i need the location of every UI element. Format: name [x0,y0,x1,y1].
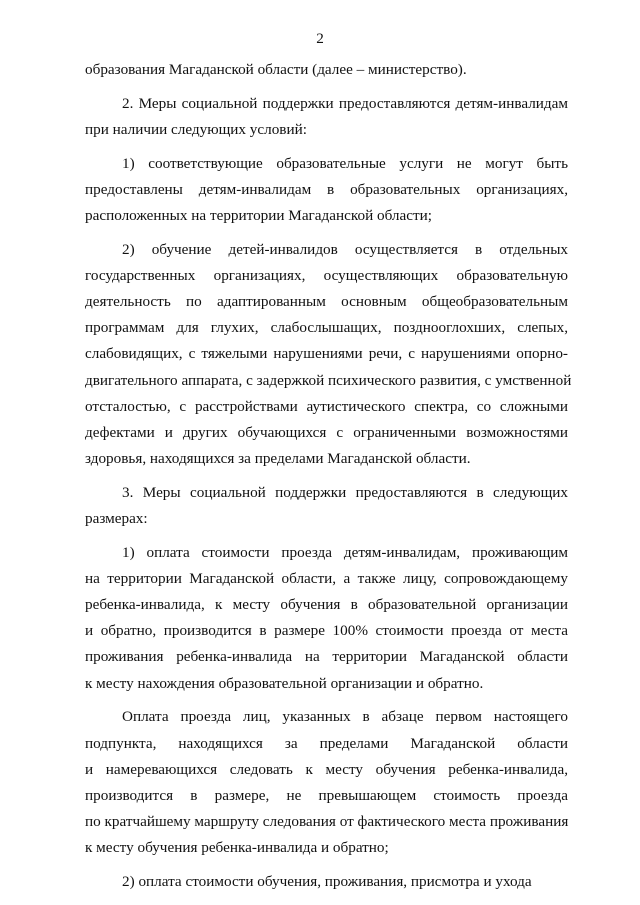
text-line: здоровья, находящихся за пределами Магаданской области. [85,450,471,468]
text-line: образования Магаданской области (далее – министерство). [85,61,467,78]
paragraph-section-2-item-1 [85,151,568,230]
text-line: подпункта, находящихся за пределами Магаданской области [85,734,568,752]
text-line: деятельность по адаптированным основным общеобразовательным [85,293,568,310]
text-line: Оплата проезда лиц, указанных в абзаце первом настоящего [122,708,568,726]
text-line: по кратчайшему маршруту следования от фактического места проживания [85,813,569,831]
text-line: дефектами и других обучающихся с ограниченными возможностями [85,423,568,441]
text-line: и намеревающихся следовать к месту обучения ребенка-инвалида, [85,760,568,778]
paragraph-section-3-item-1-payment [85,704,568,861]
text-line: производится в размере, не превышающем стоимость проезда [85,786,568,804]
paragraph-section-2 [85,91,568,143]
text-line: проживания ребенка-инвалида на территории Магаданской области [85,648,568,666]
text-line: отсталостью, с расстройствами аутистического спектра, со сложными [85,397,568,415]
text-line: 2) оплата стоимости обучения, проживания, присмотра и ухода [122,872,532,890]
document-body [85,57,572,895]
text-line: к месту нахождения образовательной организации и обратно. [85,674,484,692]
paragraph-section-3-item-2 [85,869,568,895]
text-line: при наличии следующих условий: [85,120,307,138]
text-line: на территории Магаданской области, а также лицу, сопровождающему [85,569,568,587]
text-line: 1) оплата стоимости проезда детям-инвалидам, проживающим [122,543,568,561]
text-line: программам для глухих, слабослышащих, позднооглохших, слепых, [85,319,568,337]
paragraph-section-3 [85,480,568,532]
text-line: предоставлены детям-инвалидам в образовательных организациях, [85,180,568,198]
text-line: расположенных на территории Магаданской области; [85,206,432,224]
text-line: 2) обучение детей-инвалидов осуществляется в отдельных [122,240,568,258]
text-line: 2. Меры социальной поддержки предоставляются детям-инвалидам [122,94,568,112]
text-line: 3. Меры социальной поддержки предоставляются в следующих [122,483,568,501]
text-line: и обратно, производится в размере 100% стоимости проезда от места [85,622,568,640]
paragraph-section-2-item-2 [85,237,572,473]
page-number: 2 [316,30,324,47]
text-line: 1) соответствующие образовательные услуги не могут быть [122,154,568,172]
text-line: слабовидящих, с тяжелыми нарушениями речи, с нарушениями опорно- [85,345,568,363]
text-line: двигательного аппарата, с задержкой психического развития, с умственной [85,371,572,389]
paragraph-section-3-item-1 [85,540,568,697]
text-line: ребенка-инвалида, к месту обучения в образовательной организации [85,596,568,614]
text-line: государственных организациях, осуществляющих образовательную [85,266,568,284]
paragraph-continuation [85,57,568,83]
text-line: размерах: [85,510,148,527]
text-line: к месту обучения ребенка-инвалида и обратно; [85,839,389,857]
